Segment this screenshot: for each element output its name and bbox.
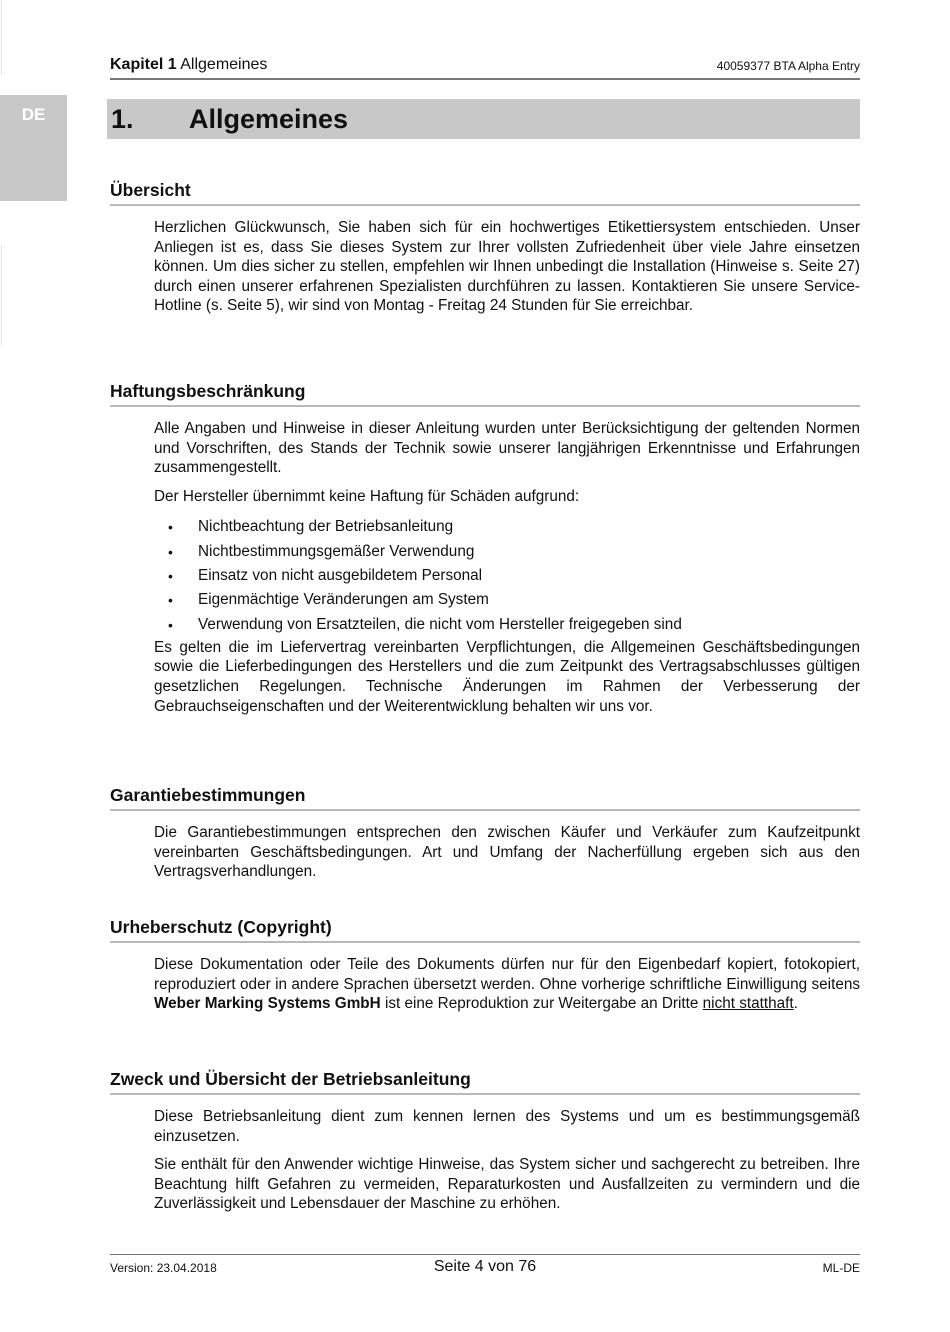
paragraph: Der Hersteller übernimmt keine Haftung für Schäden aufgrund: [154, 487, 580, 505]
paragraph: Es gelten die im Liefervertrag vereinbarten Verpflichtungen, die Allgemeinen Geschäftsbedingungen sowie die Lieferbedingungen des Herstellers und die zum Zeitpunkt des Vertragsabschlusses gültigen gesetzlichen Regelungen. Technische Änderungen im Rahmen der Verbesserung der Gebrauchseigenschaften und der Weiterentwicklung behalten wir uns vor. [154, 638, 860, 715]
list-item: • Eigenmächtige Veränderungen am System [154, 588, 860, 612]
paragraph: Alle Angaben und Hinweise in dieser Anleitung wurden unter Berücksichtigung der geltenden Normen und Vorschriften, des Stands der Technik sowie unserer langjährigen Erkenntnisse und Erfahrungen zusammengestellt. [154, 420, 860, 477]
section-zweck [110, 1069, 860, 1223]
section-body [154, 823, 860, 882]
section-heading: Haftungsbeschränkung [110, 381, 860, 407]
footer-lang-code: ML-DE [822, 1261, 860, 1275]
footer-version: Version: 23.04.2018 [110, 1261, 217, 1275]
section-heading: Zweck und Übersicht der Betriebsanleitung [110, 1069, 860, 1095]
header-chapter-label: Kapitel 1 [110, 56, 177, 73]
company-name: Weber Marking Systems GmbH [154, 995, 381, 1013]
section-heading: Urheberschutz (Copyright) [110, 917, 860, 943]
section-body [154, 419, 860, 716]
paragraph: Die Garantiebestimmungen entsprechen den zwischen Käufer und Verkäufer zum Kaufzeitpunkt vereinbarten Geschäftsbedingungen. Art und Umfang der Nacherfüllung ergeben sich aus den Vertragsverhandlungen. [154, 824, 860, 881]
margin-line [1, 245, 2, 345]
section-garantie [110, 785, 860, 891]
list-item: • Verwendung von Ersatzteilen, die nicht vom Hersteller freigegeben sind [154, 613, 860, 637]
section-uebersicht [110, 180, 860, 325]
page-footer [110, 1254, 860, 1285]
paragraph: Sie enthält für den Anwender wichtige Hinweise, das System sicher und sachgerecht zu betreiben. Ihre Beachtung hilft Gefahren zu vermeiden, Reparaturkosten und Ausfallzeiten zu vermindern und die Zuverlässigkeit und Lebensdauer der Maschine zu erhöhen. [154, 1156, 860, 1213]
section-body [154, 955, 860, 1014]
section-copyright [110, 917, 860, 1023]
text-run: Diese Dokumentation oder Teile des Dokuments dürfen nur für den Eigenbedarf kopiert, fotokopiert, reproduziert oder in andere Sprachen übersetzt werden. Ohne vorherige schriftliche Einwilligung seitens [154, 956, 860, 993]
chapter-title: Allgemeines [189, 104, 349, 134]
paragraph: Diese Betriebsanleitung dient zum kennen lernen des Systems und um es bestimmungsgemäß einzusetzen. [154, 1108, 860, 1145]
section-haftung [110, 381, 860, 725]
section-body [154, 1107, 860, 1214]
language-tab: DE [0, 95, 67, 201]
bullet-list [154, 515, 860, 636]
section-heading: Garantiebestimmungen [110, 785, 860, 811]
list-item: • Nichtbeachtung der Betriebsanleitung [154, 515, 860, 539]
underlined-text: nicht statthaft [702, 995, 794, 1013]
text-run: . [793, 995, 798, 1013]
header-doc-ref: 40059377 BTA Alpha Entry [716, 59, 860, 73]
text-run: ist eine Reproduktion zur Weitergabe an Dritte [380, 995, 703, 1013]
page-header [110, 56, 860, 80]
chapter-title-bar [107, 99, 860, 139]
paragraph [154, 955, 860, 1014]
footer-page-number: Seite 4 von 76 [433, 1258, 537, 1275]
header-chapter-name: Allgemeines [180, 56, 268, 73]
chapter-number: 1. [111, 104, 134, 134]
margin-line [1, 0, 2, 75]
section-heading: Übersicht [110, 180, 860, 206]
list-item: • Nichtbestimmungsgemäßer Verwendung [154, 540, 860, 564]
section-body [154, 218, 860, 316]
header-chapter [110, 56, 267, 74]
paragraph: Herzlichen Glückwunsch, Sie haben sich für ein hochwertiges Etikettiersystem entschieden. Unser Anliegen ist es, dass Sie dieses System zur Ihrer vollsten Zufriedenheit über viele Jahre einsetzen können. Um dies sicher zu stellen, empfehlen wir Ihnen unbedingt die Installation (Hinweise s. Seite 27) durch einen unserer erfahrenen Spezialisten durchführen zu lassen. Kontaktieren Sie unsere Service-Hotline (s. Seite 5), wir sind von Montag - Freitag 24 Stunden für Sie erreichbar. [154, 219, 860, 315]
list-item: • Einsatz von nicht ausgebildetem Personal [154, 564, 860, 588]
